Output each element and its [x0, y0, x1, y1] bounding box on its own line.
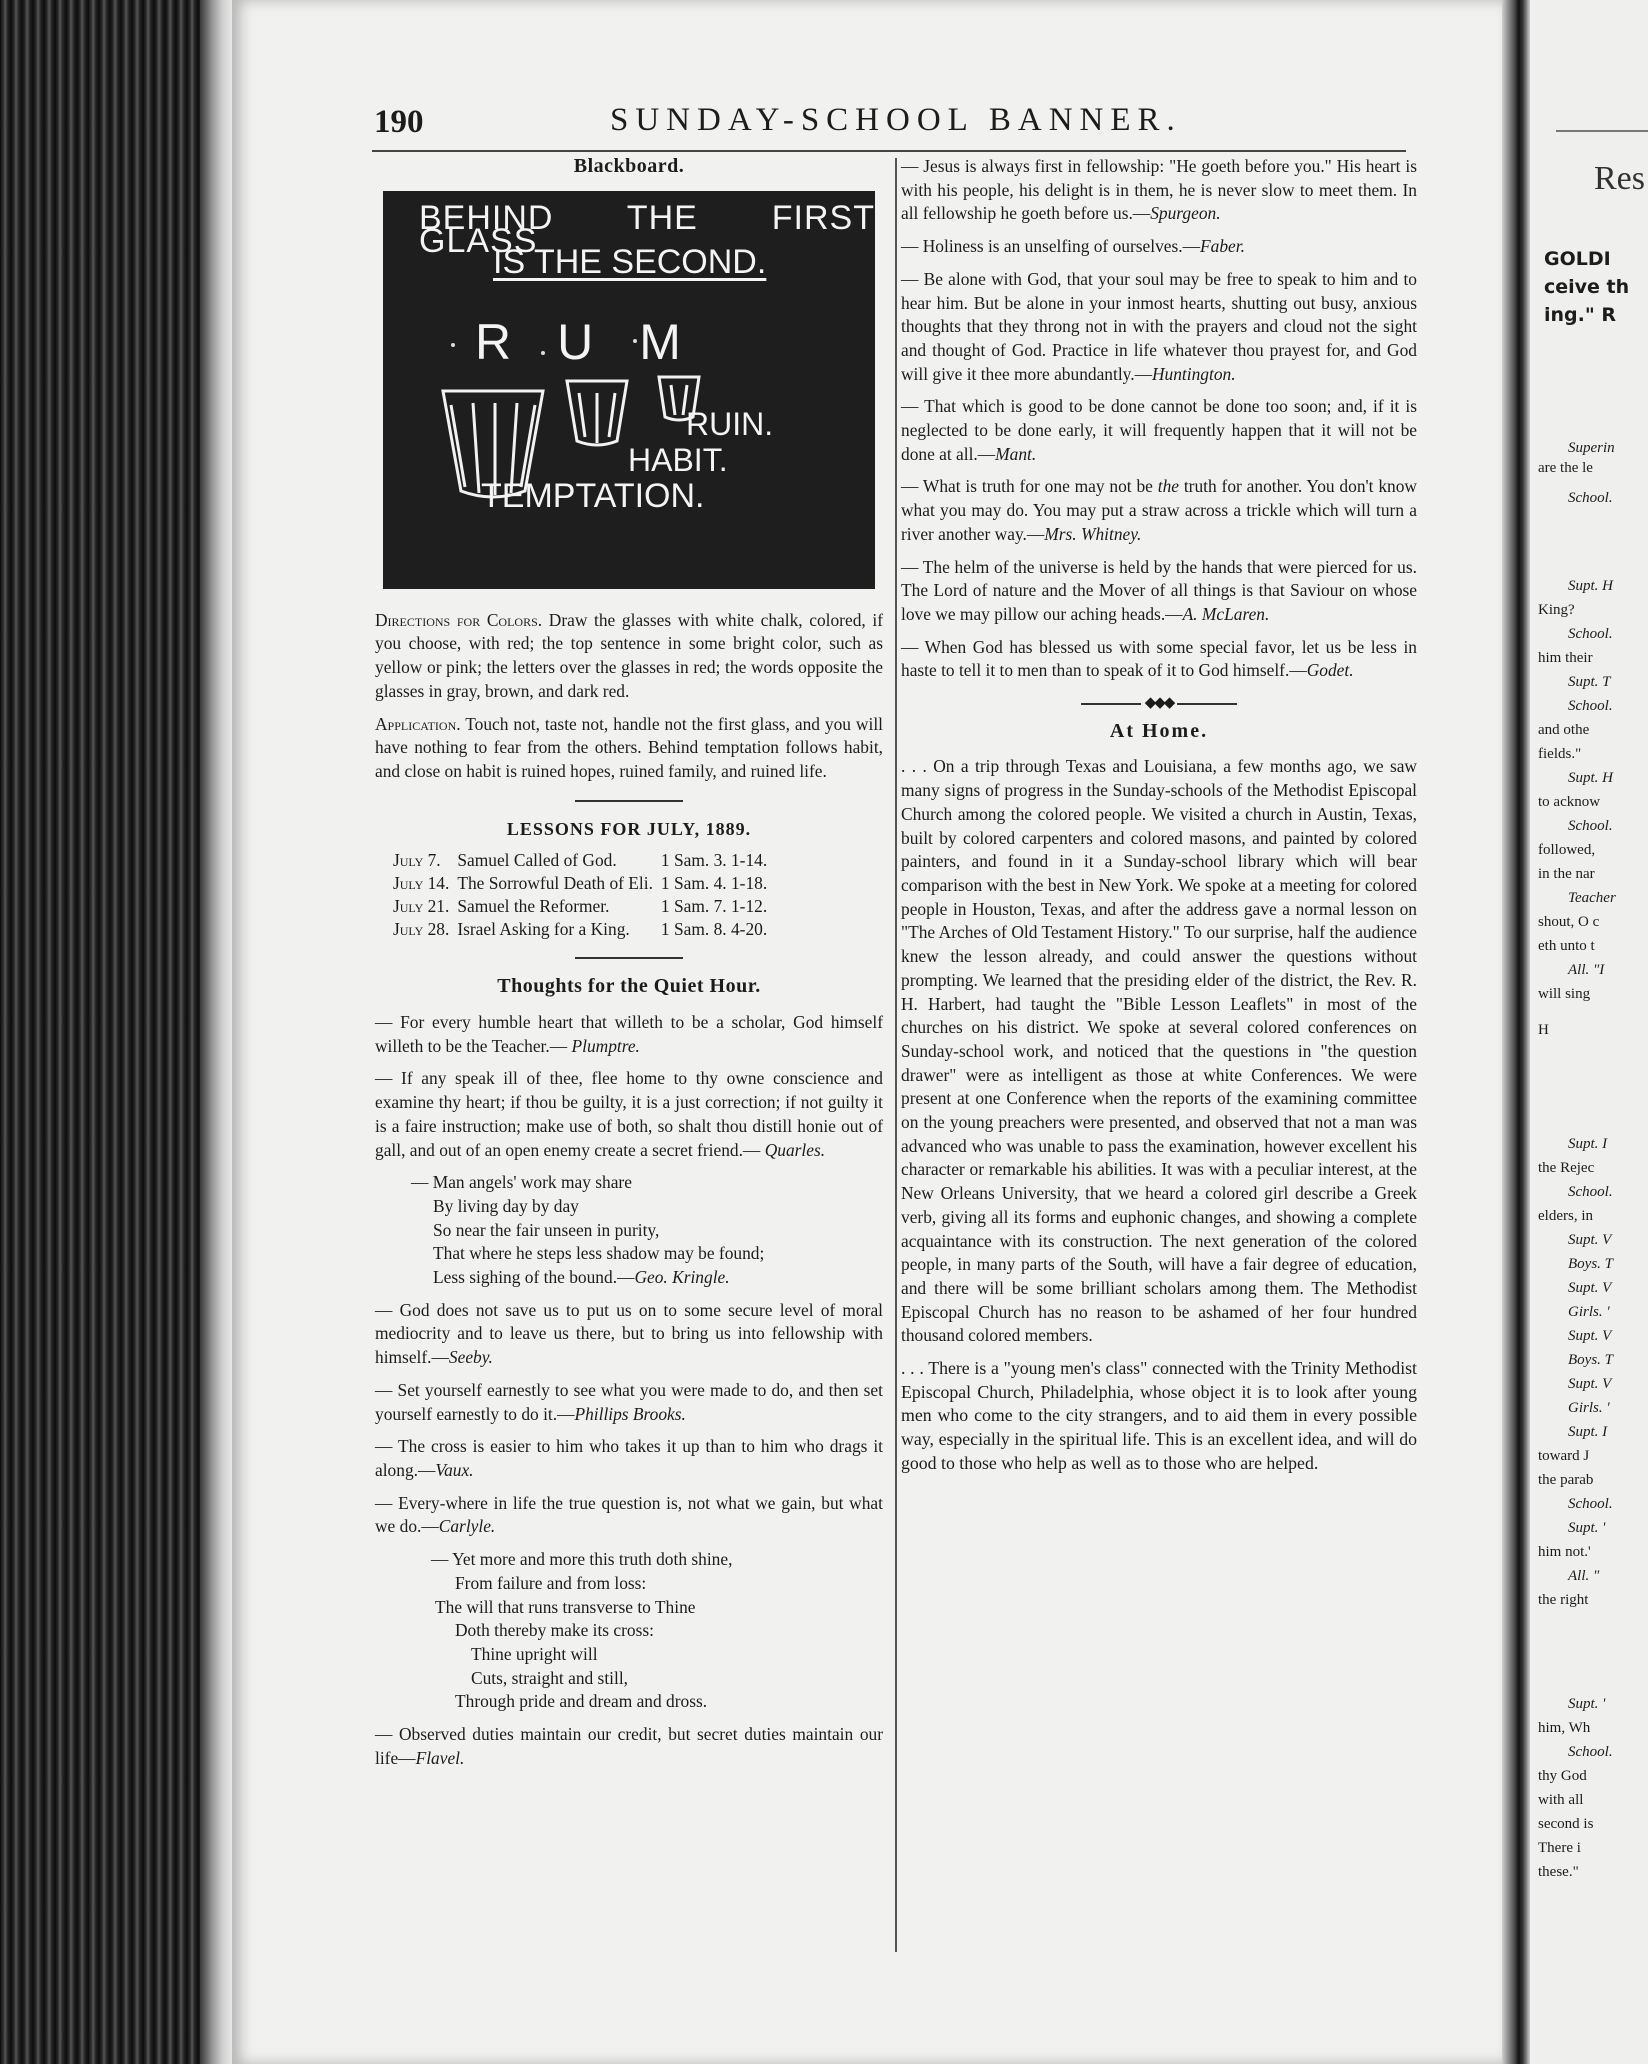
at-home-title: At Home. [1109, 719, 1209, 742]
lessons-title: LESSONS FOR JULY, 1889. [506, 818, 752, 839]
quote-author: Phillips Brooks. [574, 1403, 686, 1424]
section-divider [575, 957, 683, 959]
lesson-ref: 1 Sam. 7. 1-12. [660, 896, 768, 917]
quiet-hour-title: Thoughts for the Quiet Hour. [497, 975, 761, 998]
next-page-fragment: Boys. T [1568, 1256, 1613, 1272]
next-page-fragment: Supt. ' [1568, 1520, 1606, 1536]
lesson-topic: Israel Asking for a King. [457, 919, 630, 940]
lesson-ref: 1 Sam. 3. 1-14. [660, 850, 768, 871]
board-line-1: BEHIND THE FIRST GLASS [419, 198, 875, 261]
next-page-fragment: Supt. H [1568, 770, 1613, 786]
next-page-fragment: thy God [1538, 1768, 1587, 1784]
quote-text: — For every humble heart that willeth to be a scholar, God himself willeth to be the Teacher.— [375, 1012, 883, 1056]
lesson-topic: Samuel Called of God. [457, 850, 617, 871]
poem [431, 1548, 883, 1714]
next-page-fragment: Girls. ' [1568, 1304, 1610, 1320]
lesson-row [393, 849, 775, 872]
quote-text: — What is truth for one may not be [901, 476, 1153, 497]
next-page-fragment: Supt. V [1568, 1232, 1612, 1248]
next-page-fragment: to acknow [1538, 794, 1601, 810]
quote-author: Faber. [1200, 236, 1245, 257]
application-text: Touch not, taste not, handle not the first glass, and you will have nothing to fear from the others. Behind temptation follows habit, and close on habit is ruined hopes, ruined family, and ruined life. [375, 713, 883, 781]
lesson-date: July 7. [393, 850, 441, 871]
quote-author: Godet. [1306, 660, 1354, 681]
poem-line: That where he steps less shadow may be found; [433, 1243, 765, 1264]
golden-text-line: ceive th [1544, 276, 1630, 298]
poem-line: The will that runs transverse to Thine [435, 1596, 696, 1617]
lessons-table [393, 849, 775, 941]
quote-author: Vaux. [435, 1459, 474, 1480]
next-page-fragment: Supt. V [1568, 1280, 1612, 1296]
next-page-fragment: School. [1568, 490, 1613, 506]
next-page-fragment: him not.' [1538, 1544, 1591, 1560]
quote-text: — Set yourself earnestly to see what you were made to do, and then set yourself earnestly to do it.— [375, 1379, 883, 1424]
quote [375, 1492, 883, 1539]
poem-line: Cuts, straight and still, [471, 1667, 628, 1688]
poem-line: Thine upright will [471, 1643, 598, 1664]
article-paragraph: . . . On a trip through Texas and Louisiana, a few months ago, we saw many signs of progress in the Sunday-schools of the Methodist Episcopal Church among the colored people. We visited a church in Austin, Texas, built by colored carpenters and colored masons, and painted by colored painters, and found in it a Sunday-school library which will bear comparison with the best in New York. We spoke at a meeting for colored people in Houston, Texas, and after the address gave a normal lesson on "The Arches of Old Testament History." To our surprise, half the audience knew the lesson already, and could answer the questions without prompting. We learned that the presiding elder of the district, the Rev. R. H. Harbert, had taught the "Bible Lesson Leaflets" in most of the churches on his district. We spoke at several colored conferences on Sunday-school work, and noticed that the questions in "the question drawer" were as intelligent as those at white Conferences. We were present at one Conference when the reports of the examining committee on the young preachers were presented, and observed that not a man was advanced who was unable to pass the examination, however excellent his character or remarkable his abilities. It was with a peculiar interest, at the New Orleans University, that we heard a colored girl describe a Greek verb, giving all its forms and euphonic changes, and showing a complete acquaintance with its construction. The next generation of the colored people, in many parts of the South, will have a fair degree of education, and there will be some brilliant scholars among them. The Methodist Episcopal Church has no reason to be ashamed of her four hundred thousand colored members. [901, 756, 1417, 1346]
quote-author: Mrs. Whitney. [1044, 523, 1142, 544]
next-page-fragment: School. [1568, 818, 1613, 834]
quote [901, 268, 1417, 387]
blackboard-illustration [383, 191, 875, 589]
application-paragraph [375, 713, 883, 784]
next-page-fragment: King? [1538, 602, 1575, 618]
next-page-fragment: All. " [1568, 1568, 1600, 1584]
next-page-fragment: in the nar [1538, 866, 1595, 882]
quote-text: — Every-where in life the true question is, not what we gain, but what we do.— [375, 1492, 883, 1537]
next-page-fragment: There i [1538, 1840, 1581, 1856]
quote [901, 155, 1417, 226]
quote-author: Quarles. [764, 1139, 826, 1160]
next-page-fragment: Superin [1568, 440, 1615, 456]
quote [375, 1011, 883, 1058]
quote [901, 235, 1417, 259]
application-label: Application. [375, 713, 461, 734]
page-edge [200, 0, 232, 2064]
quote-author: Flavel. [415, 1747, 465, 1768]
board-rum: RUM [475, 313, 727, 370]
lesson-date: July 21. [393, 896, 450, 917]
next-page-fragment: Supt. ' [1568, 1696, 1606, 1712]
next-page-heading: Res [1594, 160, 1645, 197]
directions-text: Draw the glasses with white chalk, colored, if you choose, with red; the top sentence in some bright color, such as yellow or pink; the letters over the glasses in red; the words opposite the glasses in gray, brown, and dark red. [375, 609, 883, 701]
quote [901, 395, 1417, 466]
poem-line: — Man angels' work may share [411, 1172, 632, 1193]
next-page-fragment: the Rejec [1538, 1160, 1595, 1176]
next-page-fragment: Supt. H [1568, 578, 1613, 594]
page-number: 190 [374, 104, 424, 140]
golden-text-line: ing." R [1544, 304, 1617, 326]
quote-text: — Observed duties maintain our credit, but secret duties maintain our life— [375, 1724, 883, 1768]
next-page-fragment: are the le [1538, 460, 1593, 476]
left-column [375, 155, 883, 1779]
quote [901, 556, 1417, 627]
lesson-date: July 14. [393, 873, 450, 894]
next-page-fragment: the right [1538, 1592, 1589, 1608]
next-page-fragment: toward J [1538, 1448, 1590, 1464]
next-page-fragment: him their [1538, 650, 1593, 666]
next-page-fragment: Supt. V [1568, 1376, 1612, 1392]
quote [901, 475, 1417, 546]
poem [411, 1171, 883, 1290]
lesson-row [393, 872, 775, 895]
directions-label: Directions for Colors. [375, 609, 543, 630]
board-temptation: TEMPTATION. [481, 476, 705, 515]
quote-text: — That which is good to be done cannot be done too soon; and, if it is neglected to be done early, it will frequently happen that it will not be done at all.— [901, 396, 1417, 464]
quote [901, 636, 1417, 683]
quote [375, 1299, 883, 1370]
next-page-fragment: Girls. ' [1568, 1400, 1610, 1416]
quote [375, 1379, 883, 1426]
quote-author: Seeby. [448, 1347, 493, 1368]
next-page-fragment: School. [1568, 698, 1613, 714]
board-ruin: RUIN. [686, 405, 774, 442]
next-page-fragment: the parab [1538, 1472, 1594, 1488]
right-page-fragment [1530, 0, 1648, 2064]
lesson-topic: The Sorrowful Death of Eli. [457, 873, 653, 894]
next-page-rule [1556, 130, 1648, 132]
lesson-date: July 28. [393, 919, 450, 940]
lesson-ref: 1 Sam. 4. 1-18. [660, 873, 768, 894]
column-rule [895, 158, 897, 1952]
blackboard-title: Blackboard. [573, 155, 685, 177]
poem-line: By living day by day [433, 1195, 579, 1216]
next-page-fragment: Teacher [1568, 890, 1616, 906]
quote [375, 1067, 883, 1162]
header-rule [372, 150, 1406, 152]
lesson-ref: 1 Sam. 8. 4-20. [660, 919, 768, 940]
next-page-fragment: School. [1568, 626, 1613, 642]
quote-text: truth for another. You don't know what you may do. You may put a straw across a trickle which will turn a river another way.— [901, 476, 1417, 544]
next-page-fragment: Supt. I [1568, 1424, 1608, 1440]
quote-text: — When God has blessed us with some special favor, let us be less in haste to tell it to men than to speak of it to God himself.— [901, 636, 1417, 681]
book-gutter [1502, 0, 1530, 2064]
next-page-fragment: All. "I [1568, 962, 1605, 978]
quote-author: Carlyle. [438, 1516, 496, 1537]
next-page-fragment: School. [1568, 1496, 1613, 1512]
right-column [901, 155, 1417, 1485]
quote-author: Plumptre. [571, 1035, 640, 1056]
quote-text: — God does not save us to put us on to some secure level of moral mediocrity and to leave us there, but to bring us into fellowship with himself.— [375, 1299, 883, 1368]
next-page-fragment: and othe [1538, 722, 1590, 738]
next-page-fragment: eth unto t [1538, 938, 1595, 954]
directions-paragraph [375, 609, 883, 704]
quote-text: — Jesus is always first in fellowship: "He goeth before you." His heart is with his people, his delight is in them, he is never slow to meet them. In all fellowship he goeth before us.— [901, 156, 1417, 224]
poem-line: Doth thereby make its cross: [455, 1620, 654, 1641]
next-page-fragment: him, Wh [1538, 1720, 1591, 1736]
lesson-topic: Samuel the Reformer. [457, 896, 610, 917]
next-page-fragment: with all [1538, 1792, 1584, 1808]
quote-author: Geo. Kringle. [634, 1267, 730, 1288]
quote-text: — Holiness is an unselfing of ourselves.— [901, 236, 1200, 257]
quote-text: — The helm of the universe is held by the hands that were pierced for us. The Lord of nature and the Mover of all things is that Saviour on whose love we may pillow our aching heads.— [901, 556, 1417, 624]
quote-author: Mant. [995, 443, 1037, 464]
poem-line [411, 1266, 883, 1290]
next-page-fragment: School. [1568, 1744, 1613, 1760]
next-page-fragment: Supt. V [1568, 1328, 1612, 1344]
poem-line: Through pride and dream and dross. [455, 1691, 708, 1712]
quote [375, 1723, 883, 1770]
quote-text: — Be alone with God, that your soul may be free to speak to him and to hear him. But be alone in your inmost hearts, shutting out busy, anxious thoughts that they throng not in with the prayers and cloud not the sight and thought of God. Practice in life whatever thou prayest for, and God will give it thee more abundantly.— [901, 268, 1417, 384]
next-page-fragment: H [1538, 1022, 1549, 1038]
lesson-row [393, 918, 775, 941]
ornament-divider: ◆◆◆ [901, 692, 1417, 716]
article-paragraph: . . . There is a "young men's class" connected with the Trinity Methodist Episcopal Church, Philadelphia, whose object it is to look after young men who come to the city strangers, and to aid them in every possible way, especially in the spiritual life. This is an excellent idea, and will do good to those who help as well as to those who are helped. [901, 1358, 1417, 1473]
board-habit: HABIT. [628, 441, 728, 478]
quote-text: — If any speak ill of thee, flee home to thy owne conscience and examine thy heart; if thou be guilty, it is a just correction; if not guilty it is a faire instruction; make use of both, so shalt thou distill honie out of gall, and out of an open enemy create a secret friend.— [375, 1068, 883, 1160]
next-page-fragment: shout, O c [1538, 914, 1600, 930]
board-line-2: IS THE SECOND. [493, 242, 767, 281]
next-page-fragment: Supt. T [1568, 674, 1611, 690]
poem-line: — Yet more and more this truth doth shine, [431, 1549, 733, 1570]
quote-author: Huntington. [1151, 363, 1236, 384]
poem-line: So near the fair unseen in purity, [433, 1219, 660, 1240]
section-divider [575, 800, 683, 802]
quote-emphasis: the [1157, 476, 1179, 497]
quote-text: — The cross is easier to him who takes it up than to him who drags it along.— [375, 1436, 883, 1480]
next-page-fragment: followed, [1538, 842, 1596, 858]
quote [375, 1435, 883, 1482]
book-binding [0, 0, 232, 2064]
next-page-fragment: second is [1538, 1816, 1594, 1832]
next-page-fragment: will sing [1538, 986, 1591, 1002]
next-page-fragment: these." [1538, 1864, 1579, 1880]
next-page-fragment: School. [1568, 1184, 1613, 1200]
next-page-fragment: Supt. I [1568, 1136, 1608, 1152]
quote-author: A. McLaren. [1182, 603, 1270, 624]
next-page-fragment: elders, in [1538, 1208, 1593, 1224]
quote-author: Spurgeon. [1150, 203, 1221, 224]
next-page-fragment: Boys. T [1568, 1352, 1613, 1368]
poem-line-text: Less sighing of the bound.— [433, 1267, 635, 1288]
poem-line: From failure and from loss: [455, 1572, 647, 1593]
golden-text-line: GOLDI [1544, 248, 1611, 270]
lesson-row [393, 895, 775, 918]
next-page-fragment: fields." [1538, 746, 1582, 762]
running-head: SUNDAY-SCHOOL BANNER. [610, 102, 1182, 138]
